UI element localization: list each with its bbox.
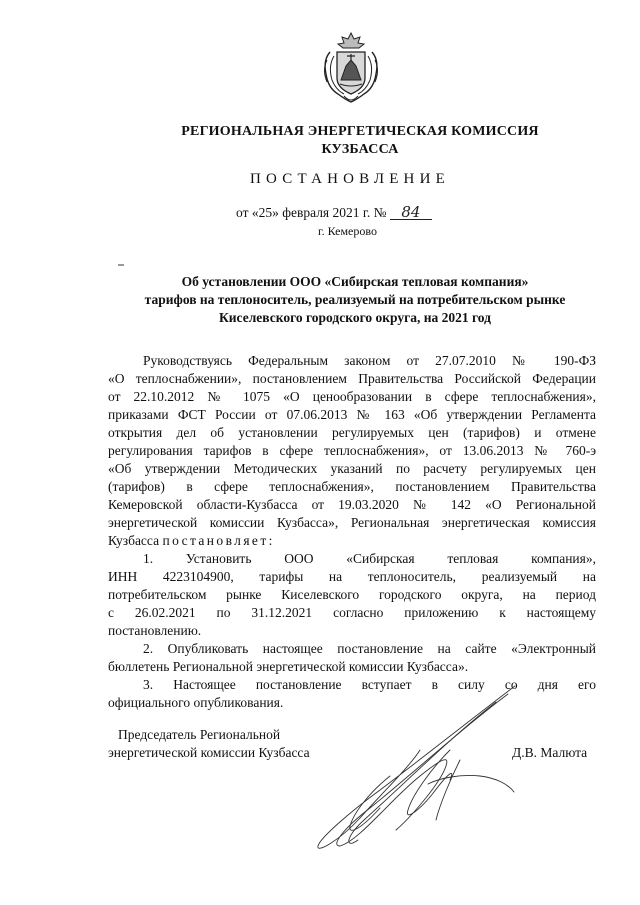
item2-line: 2. Опубликовать настоящее постановление на сайте «Электронный <box>143 641 596 656</box>
document-city: г. Кемерово <box>318 224 377 238</box>
document-number-handwritten: 84 <box>390 205 432 220</box>
document-type-heading: ПОСТАНОВЛЕНИЕ <box>250 171 450 187</box>
margin-mark <box>118 264 124 266</box>
preamble-line: Руководствуясь Федеральным законом от 27.07.2010 № 190-ФЗ <box>143 353 596 368</box>
item1-line: потребительском рынке Киселевского городского округа, на период <box>108 587 596 602</box>
organization-name-line1: РЕГИОНАЛЬНАЯ ЭНЕРГЕТИЧЕСКАЯ КОМИССИЯ <box>181 124 539 139</box>
preamble-line: открытия дел об установлении регулируемых цен (тарифов) и отмене <box>108 425 596 440</box>
preamble-line: «Об утверждении Методических указаний по расчету регулируемых цен <box>108 461 596 476</box>
preamble-line: (тарифов) в сфере теплоснабжения», постановлением Правительства <box>108 479 596 494</box>
preamble-line: от 22.10.2012 № 1075 «О ценообразовании в сфере теплоснабжения», <box>108 389 596 404</box>
document-title-line3: Киселевского городского округа, на 2021 год <box>218 310 491 325</box>
document-title-line2: тарифов на теплоноситель, реализуемый на потребительском рынке <box>144 292 566 307</box>
item1-line: с 26.02.2021 по 31.12.2021 согласно приложению к настоящему <box>108 605 596 620</box>
item3-line: 3. Настоящее постановление вступает в силу со дня его <box>143 677 596 692</box>
preamble-line: «О теплоснабжении», постановлением Правительства Российской Федерации <box>108 371 596 386</box>
item1-line: 1. Установить ООО «Сибирская тепловая компания», <box>143 551 596 566</box>
signer-name: Д.В. Малюта <box>512 745 588 760</box>
document-title-line1: Об установлении ООО «Сибирская тепловая компания» <box>181 274 529 289</box>
item1-line: постановлению. <box>108 623 202 638</box>
document-date: от «25» февраля 2021 г. № <box>236 205 387 220</box>
preamble-line: регулирования тарифов в сфере теплоснабжения», от 13.06.2013 № 760-э <box>108 443 596 458</box>
item2-line: бюллетень Региональной энергетической комиссии Кузбасса». <box>108 659 469 674</box>
signer-position-line2: энергетической комиссии Кузбасса <box>108 745 310 760</box>
preamble-last-line <box>108 532 596 550</box>
resolves-word: постановляет: <box>162 533 275 548</box>
organization-name-line2: КУЗБАССА <box>321 142 399 157</box>
preamble-line: Кемеровской области-Кузбасса от 19.03.2020 № 142 «О Региональной <box>108 497 596 512</box>
document-date-line <box>236 205 432 221</box>
signer-position-line1: Председатель Региональной <box>118 727 281 742</box>
item1-line: ИНН 4223104900, тарифы на теплоноситель, реализуемый на <box>108 569 596 584</box>
preamble-line: энергетической комиссии Кузбасса», Региональная энергетическая комиссия <box>108 515 596 530</box>
item3-line: официального опубликования. <box>108 695 284 710</box>
coat-of-arms-emblem <box>318 30 384 106</box>
handwritten-signature <box>300 680 530 855</box>
preamble-line: приказами ФСТ России от 07.06.2013 № 163 «Об утверждении Регламента <box>108 407 596 422</box>
preamble-last-line-text: Кузбасса <box>108 533 163 548</box>
